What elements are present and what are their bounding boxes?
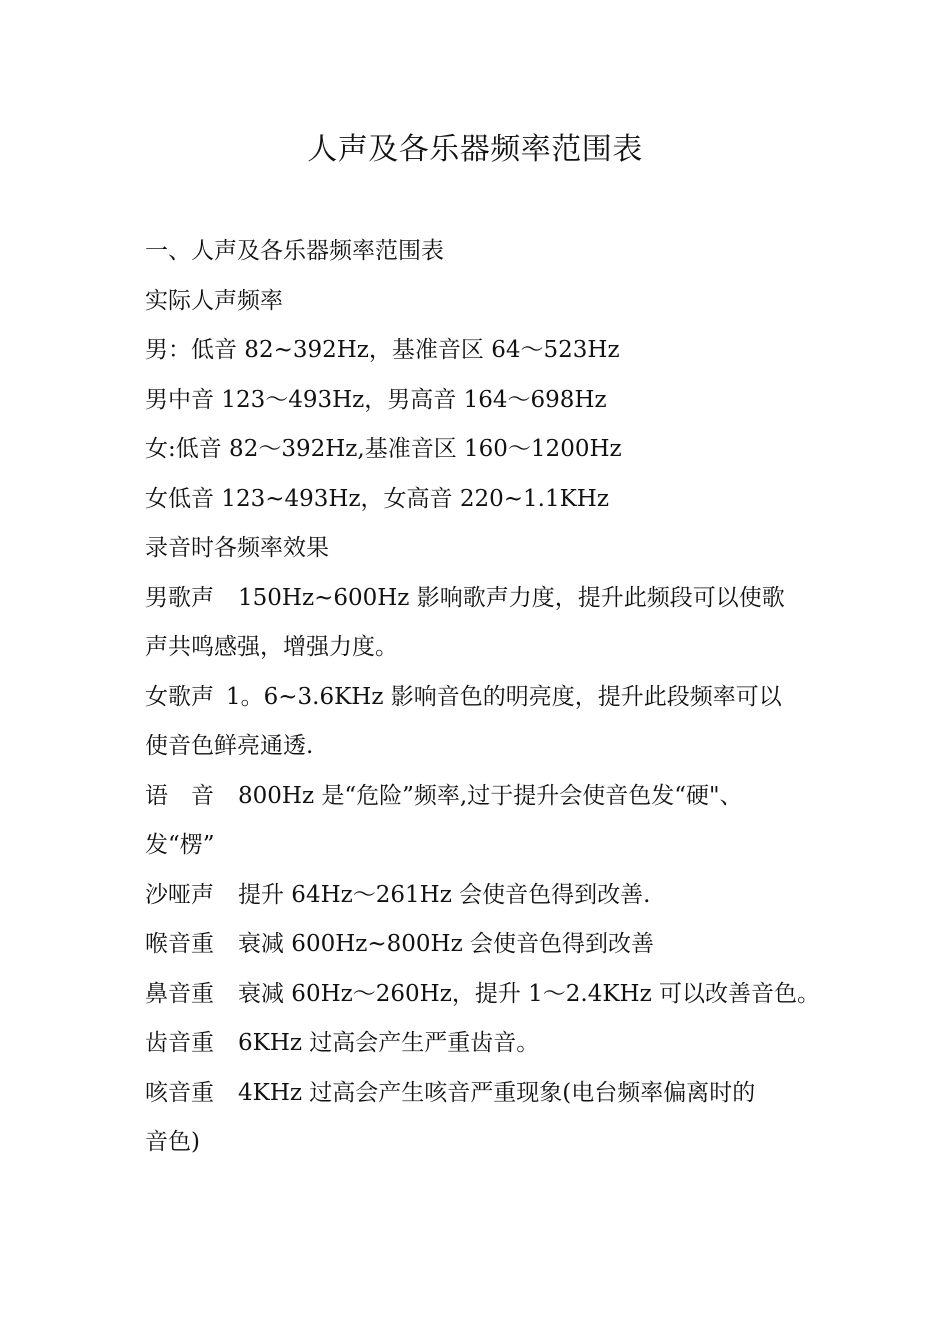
page-title: 人声及各乐器频率范围表 [307, 132, 643, 167]
entry-text: 6KHz 过高会产生严重齿音。 [238, 1030, 540, 1056]
entry-label: 鼻音重 [145, 980, 214, 1007]
male-mid-high-range: 男中音 123～493Hz，男高音 164～698Hz [145, 386, 607, 413]
entry-text: 提升 64Hz～261Hz 会使音色得到改善. [238, 881, 651, 908]
entry-label: 喉音重 [145, 931, 214, 957]
subheading-recording-effects: 录音时各频率效果 [145, 535, 329, 561]
entry-hoarse-voice [145, 871, 815, 921]
entry-continuation: 音色) [145, 1129, 200, 1155]
entry-male-voice [145, 574, 815, 624]
entry-text: 800Hz 是“危险”频率,过于提升会使音色发“硬"、 [238, 782, 743, 809]
entry-text: 衰减 600Hz~800Hz 会使音色得到改善 [238, 931, 655, 957]
entry-text: 4KHz 过高会产生咳音严重现象(电台频率偏离时的 [238, 1079, 756, 1106]
entry-continuation: 声共鸣感强，增强力度。 [145, 634, 398, 660]
female-low-high-range: 女低音 123~493Hz，女高音 220~1.1KHz [145, 485, 609, 512]
entry-continuation: 使音色鲜亮通透. [145, 733, 314, 759]
entry-continuation: 发“楞” [145, 832, 215, 858]
entry-heavy-cough [145, 1069, 815, 1119]
entry-label: 沙哑声 [145, 881, 214, 908]
subheading-actual-voice: 实际人声频率 [145, 287, 283, 314]
entry-text: 150Hz~600Hz 影响歌声力度，提升此频段可以使歌 [238, 584, 785, 611]
entry-text: 衰减 60Hz～260Hz，提升 1～2.4KHz 可以改善音色。 [238, 980, 821, 1007]
entry-speech [145, 772, 815, 822]
entry-female-voice [145, 673, 815, 723]
section-heading: 一、人声及各乐器频率范围表 [145, 238, 444, 264]
female-low-range: 女:低音 82～392Hz,基准音区 160～1200Hz [145, 436, 622, 462]
entry-label: 男歌声 [145, 584, 214, 611]
entry-label: 语 音 [145, 782, 214, 809]
entry-heavy-sibilance [145, 1019, 815, 1069]
entry-heavy-throat [145, 920, 815, 970]
entry-label: 咳音重 [145, 1079, 214, 1106]
entry-label: 齿音重 [145, 1030, 214, 1056]
entry-label: 女歌声 [145, 683, 214, 710]
entry-heavy-nasal [145, 970, 821, 1020]
male-low-range: 男：低音 82~392Hz，基准音区 64～523Hz [145, 337, 620, 363]
document-body [145, 227, 821, 1168]
entry-text: 1。6~3.6KHz 影响音色的明亮度，提升此段频率可以 [226, 683, 782, 710]
